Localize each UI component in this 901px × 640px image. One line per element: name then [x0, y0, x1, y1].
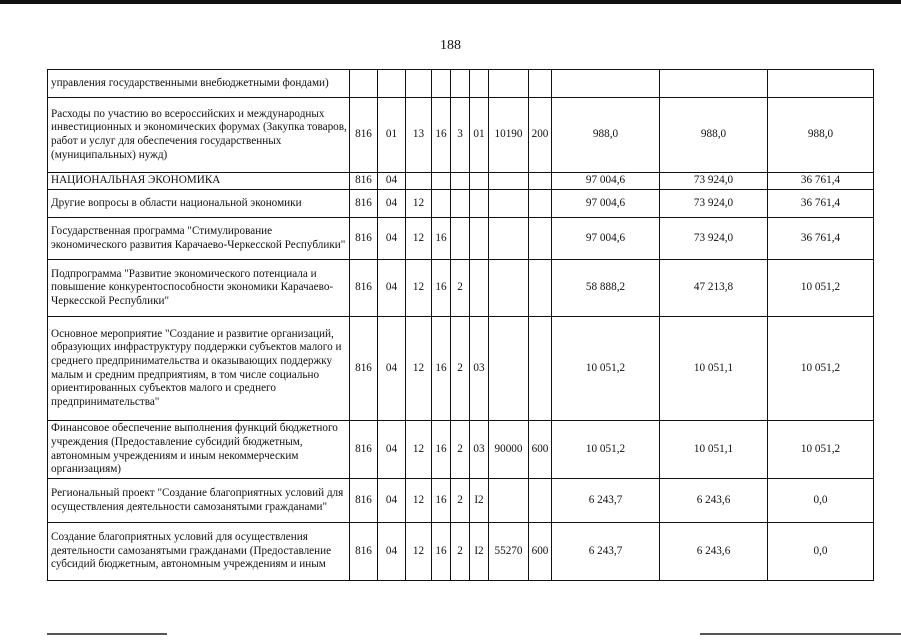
code-cell: [432, 190, 451, 218]
amount-cell: 97 004,6: [552, 173, 660, 190]
amount-cell: [768, 70, 874, 98]
code-cell: 16: [432, 218, 451, 260]
amount-cell: 0,0: [768, 523, 874, 581]
code-cell: [470, 260, 489, 317]
code-cell: [432, 70, 451, 98]
code-cell: 04: [378, 190, 406, 218]
table-row: [48, 173, 874, 190]
amount-cell: 6 243,7: [552, 523, 660, 581]
code-cell: 12: [406, 421, 432, 479]
code-cell: [378, 70, 406, 98]
code-cell: 04: [378, 260, 406, 317]
table-row: [48, 421, 874, 479]
code-cell: 13: [406, 98, 432, 173]
code-cell: 12: [406, 218, 432, 260]
code-cell: 2: [451, 317, 470, 421]
code-cell: [529, 260, 552, 317]
code-cell: 816: [350, 260, 378, 317]
code-cell: [451, 173, 470, 190]
code-cell: 816: [350, 479, 378, 523]
row-name-cell: Государственная программа "Стимулирование экономического развития Карачаево-Черкесской Республики": [48, 218, 350, 260]
code-cell: 16: [432, 98, 451, 173]
code-cell: [529, 218, 552, 260]
code-cell: 12: [406, 317, 432, 421]
code-cell: [489, 70, 529, 98]
row-name-cell: управления государственными внебюджетными фондами): [48, 70, 350, 98]
amount-cell: 10 051,2: [552, 317, 660, 421]
amount-cell: 10 051,2: [768, 260, 874, 317]
table-row: [48, 218, 874, 260]
code-cell: 01: [378, 98, 406, 173]
amount-cell: 97 004,6: [552, 190, 660, 218]
row-name-cell: Основное мероприятие "Создание и развитие организаций, образующих инфраструктуру поддержки субъектов малого и среднего предпринимательства и оказывающих поддержку малым и средним предприятиям, в том числе социально ориентированных субъектов малого и среднего предпринимательства": [48, 317, 350, 421]
amount-cell: 988,0: [552, 98, 660, 173]
table-row: [48, 98, 874, 173]
code-cell: [529, 479, 552, 523]
row-name-cell: Другие вопросы в области национальной экономики: [48, 190, 350, 218]
amount-cell: 36 761,4: [768, 173, 874, 190]
code-cell: 2: [451, 523, 470, 581]
footer-rule-left: [47, 633, 167, 635]
code-cell: I2: [470, 479, 489, 523]
code-cell: 12: [406, 260, 432, 317]
amount-cell: 73 924,0: [660, 190, 768, 218]
code-cell: I2: [470, 523, 489, 581]
code-cell: 816: [350, 190, 378, 218]
code-cell: 04: [378, 421, 406, 479]
amount-cell: 10 051,1: [660, 317, 768, 421]
code-cell: 816: [350, 98, 378, 173]
amount-cell: 988,0: [768, 98, 874, 173]
row-name-cell: Финансовое обеспечение выполнения функций бюджетного учреждения (Предоставление субсидий бюджетным, автономным учреждениям и иным некоммерческим организациям): [48, 421, 350, 479]
amount-cell: 10 051,2: [768, 421, 874, 479]
code-cell: 816: [350, 173, 378, 190]
code-cell: [529, 70, 552, 98]
code-cell: 2: [451, 421, 470, 479]
page-number: 188: [440, 38, 461, 53]
table-row: [48, 479, 874, 523]
amount-cell: 10 051,2: [552, 421, 660, 479]
amount-cell: 6 243,7: [552, 479, 660, 523]
code-cell: [489, 173, 529, 190]
table-row: [48, 190, 874, 218]
top-border-rule: [0, 0, 901, 4]
code-cell: [529, 317, 552, 421]
code-cell: [529, 173, 552, 190]
table-row: [48, 260, 874, 317]
code-cell: [489, 218, 529, 260]
code-cell: [470, 173, 489, 190]
row-name-cell: Подпрограмма "Развитие экономического потенциала и повышение конкурентоспособности экономики Карачаево-Черкесской Республики": [48, 260, 350, 317]
amount-cell: [660, 70, 768, 98]
code-cell: [489, 260, 529, 317]
code-cell: [350, 70, 378, 98]
code-cell: 816: [350, 523, 378, 581]
code-cell: 2: [451, 479, 470, 523]
amount-cell: 0,0: [768, 479, 874, 523]
amount-cell: 988,0: [660, 98, 768, 173]
code-cell: [451, 190, 470, 218]
amount-cell: 36 761,4: [768, 218, 874, 260]
code-cell: 04: [378, 479, 406, 523]
row-name-cell: Создание благоприятных условий для осуществления деятельности самозанятыми гражданами (Предоставление субсидий бюджетным, автономным учреждениям и иным: [48, 523, 350, 581]
amount-cell: 10 051,1: [660, 421, 768, 479]
code-cell: 12: [406, 523, 432, 581]
code-cell: 03: [470, 317, 489, 421]
code-cell: [451, 70, 470, 98]
code-cell: 16: [432, 479, 451, 523]
code-cell: [406, 70, 432, 98]
code-cell: 55270: [489, 523, 529, 581]
amount-cell: 73 924,0: [660, 173, 768, 190]
code-cell: [406, 173, 432, 190]
code-cell: 04: [378, 173, 406, 190]
footer-rule-right: [700, 633, 901, 635]
code-cell: 16: [432, 523, 451, 581]
code-cell: 04: [378, 218, 406, 260]
code-cell: 3: [451, 98, 470, 173]
table-row: [48, 523, 874, 581]
amount-cell: 6 243,6: [660, 523, 768, 581]
amount-cell: 97 004,6: [552, 218, 660, 260]
code-cell: [489, 190, 529, 218]
budget-table: [47, 69, 874, 581]
code-cell: 12: [406, 479, 432, 523]
code-cell: 04: [378, 523, 406, 581]
code-cell: 04: [378, 317, 406, 421]
amount-cell: [552, 70, 660, 98]
amount-cell: 6 243,6: [660, 479, 768, 523]
code-cell: 816: [350, 317, 378, 421]
amount-cell: 73 924,0: [660, 218, 768, 260]
code-cell: 600: [529, 523, 552, 581]
table-row: [48, 70, 874, 98]
code-cell: 03: [470, 421, 489, 479]
code-cell: 01: [470, 98, 489, 173]
code-cell: 200: [529, 98, 552, 173]
amount-cell: 58 888,2: [552, 260, 660, 317]
code-cell: [432, 173, 451, 190]
code-cell: [489, 479, 529, 523]
code-cell: 600: [529, 421, 552, 479]
row-name-cell: Расходы по участию во всероссийских и международных инвестиционных и экономических форумах (Закупка товаров, работ и услуг для обеспечения государственных (муниципальных) нужд): [48, 98, 350, 173]
amount-cell: 47 213,8: [660, 260, 768, 317]
code-cell: 16: [432, 317, 451, 421]
code-cell: [470, 70, 489, 98]
amount-cell: 10 051,2: [768, 317, 874, 421]
row-name-cell: НАЦИОНАЛЬНАЯ ЭКОНОМИКА: [48, 173, 350, 190]
amount-cell: 36 761,4: [768, 190, 874, 218]
code-cell: [529, 190, 552, 218]
code-cell: 816: [350, 218, 378, 260]
row-name-cell: Региональный проект "Создание благоприятных условий для осуществления деятельности самозанятыми гражданами": [48, 479, 350, 523]
code-cell: [489, 317, 529, 421]
code-cell: 16: [432, 421, 451, 479]
code-cell: [451, 218, 470, 260]
code-cell: 12: [406, 190, 432, 218]
code-cell: 2: [451, 260, 470, 317]
code-cell: 10190: [489, 98, 529, 173]
code-cell: 90000: [489, 421, 529, 479]
code-cell: [470, 218, 489, 260]
table-row: [48, 317, 874, 421]
code-cell: 816: [350, 421, 378, 479]
code-cell: [470, 190, 489, 218]
code-cell: 16: [432, 260, 451, 317]
